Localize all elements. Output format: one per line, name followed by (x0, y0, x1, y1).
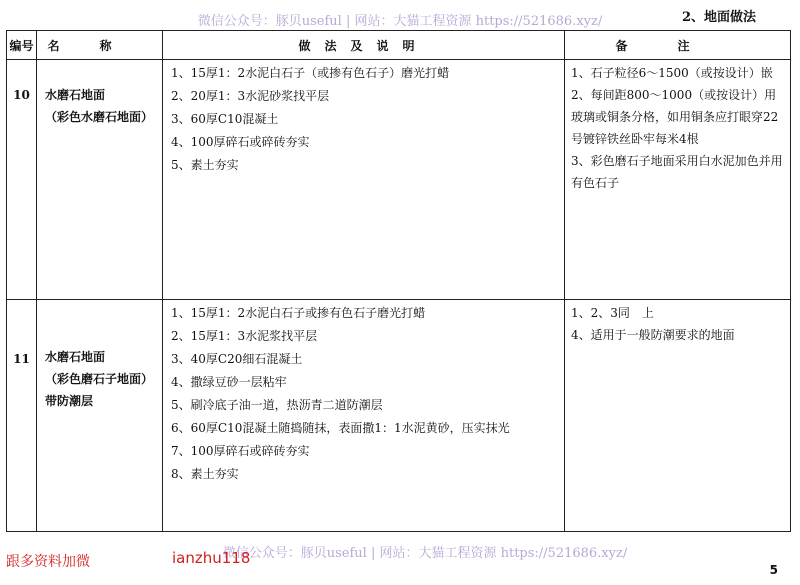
method-step: 1、15厚1：2水泥白石子（或掺有色石子）磨光打蜡 (171, 66, 450, 80)
spec-table (6, 30, 791, 532)
method-step: 2、20厚1：3水泥砂浆找平层 (171, 89, 330, 103)
method-step: 4、撒绿豆砂一层粘牢 (171, 375, 287, 389)
note-item: 2、每间距800～1000（或按设计）用玻璃或铜条分格，如用铜条应打眼穿22号镀锌铁丝卧牢每米4根 (571, 88, 779, 146)
watermark-bottom: 微信公众号：豚贝useful | 网站：大猫工程资源 https://521686.xyz/ (222, 546, 628, 561)
header-method: 做法及说明 (163, 31, 565, 60)
header-row (7, 31, 791, 60)
method-step: 3、40厚C20细石混凝土 (171, 352, 303, 366)
method-step: 2、15厚1：3水泥浆找平层 (171, 329, 318, 343)
method-step: 5、刷冷底子油一道，热沥青二道防潮层 (171, 398, 383, 412)
note-item: 4、适用于一般防潮要求的地面 (571, 328, 735, 342)
note-item: 1、石子粒径6～1500（或按设计）嵌 (571, 66, 773, 80)
row-notes (565, 300, 791, 532)
method-step: 1、15厚1：2水泥白石子或掺有色石子磨光打蜡 (171, 306, 426, 320)
header-note: 备注 (565, 31, 791, 60)
row-number: 10 (7, 60, 37, 300)
table-row (7, 300, 791, 532)
table-row (7, 60, 791, 300)
name-line: （彩色磨石子地面） (45, 372, 154, 386)
method-step: 6、60厚C10混凝土随捣随抹，表面撒1：1水泥黄砂，压实抹光 (171, 421, 510, 435)
row-method (163, 300, 565, 532)
name-line: 带防潮层 (45, 394, 94, 408)
row-name (37, 60, 163, 300)
method-step: 8、素土夯实 (171, 467, 239, 481)
section-title: 2、地面做法 (681, 10, 756, 25)
row-number: 11 (7, 300, 37, 532)
method-step: 7、100厚碎石或碎砖夯实 (171, 444, 310, 458)
row-notes (565, 60, 791, 300)
method-step: 4、100厚碎石或碎砖夯实 (171, 135, 310, 149)
row-name (37, 300, 163, 532)
method-step: 3、60厚C10混凝土 (171, 112, 279, 126)
name-line: （彩色水磨石地面） (45, 110, 154, 124)
method-step: 5、素土夯实 (171, 158, 239, 172)
footer-contact-text: 跟多资料加微 (6, 554, 90, 570)
header-no: 编号 (7, 31, 37, 60)
row-method (163, 60, 565, 300)
name-line: 水磨石地面 (45, 350, 106, 364)
page-number: 5 (769, 563, 778, 577)
name-line: 水磨石地面 (45, 88, 106, 102)
watermark-top: 微信公众号：豚贝useful | 网站：大猫工程资源 https://521686.xyz/ (197, 14, 603, 29)
note-item: 1、2、3同 上 (571, 306, 654, 320)
header-name: 名称 (37, 31, 163, 60)
note-item: 3、彩色磨石子地面采用白水泥加色并用有色石子 (571, 154, 783, 190)
footer-contact-id: ianzhu118 (172, 549, 251, 567)
